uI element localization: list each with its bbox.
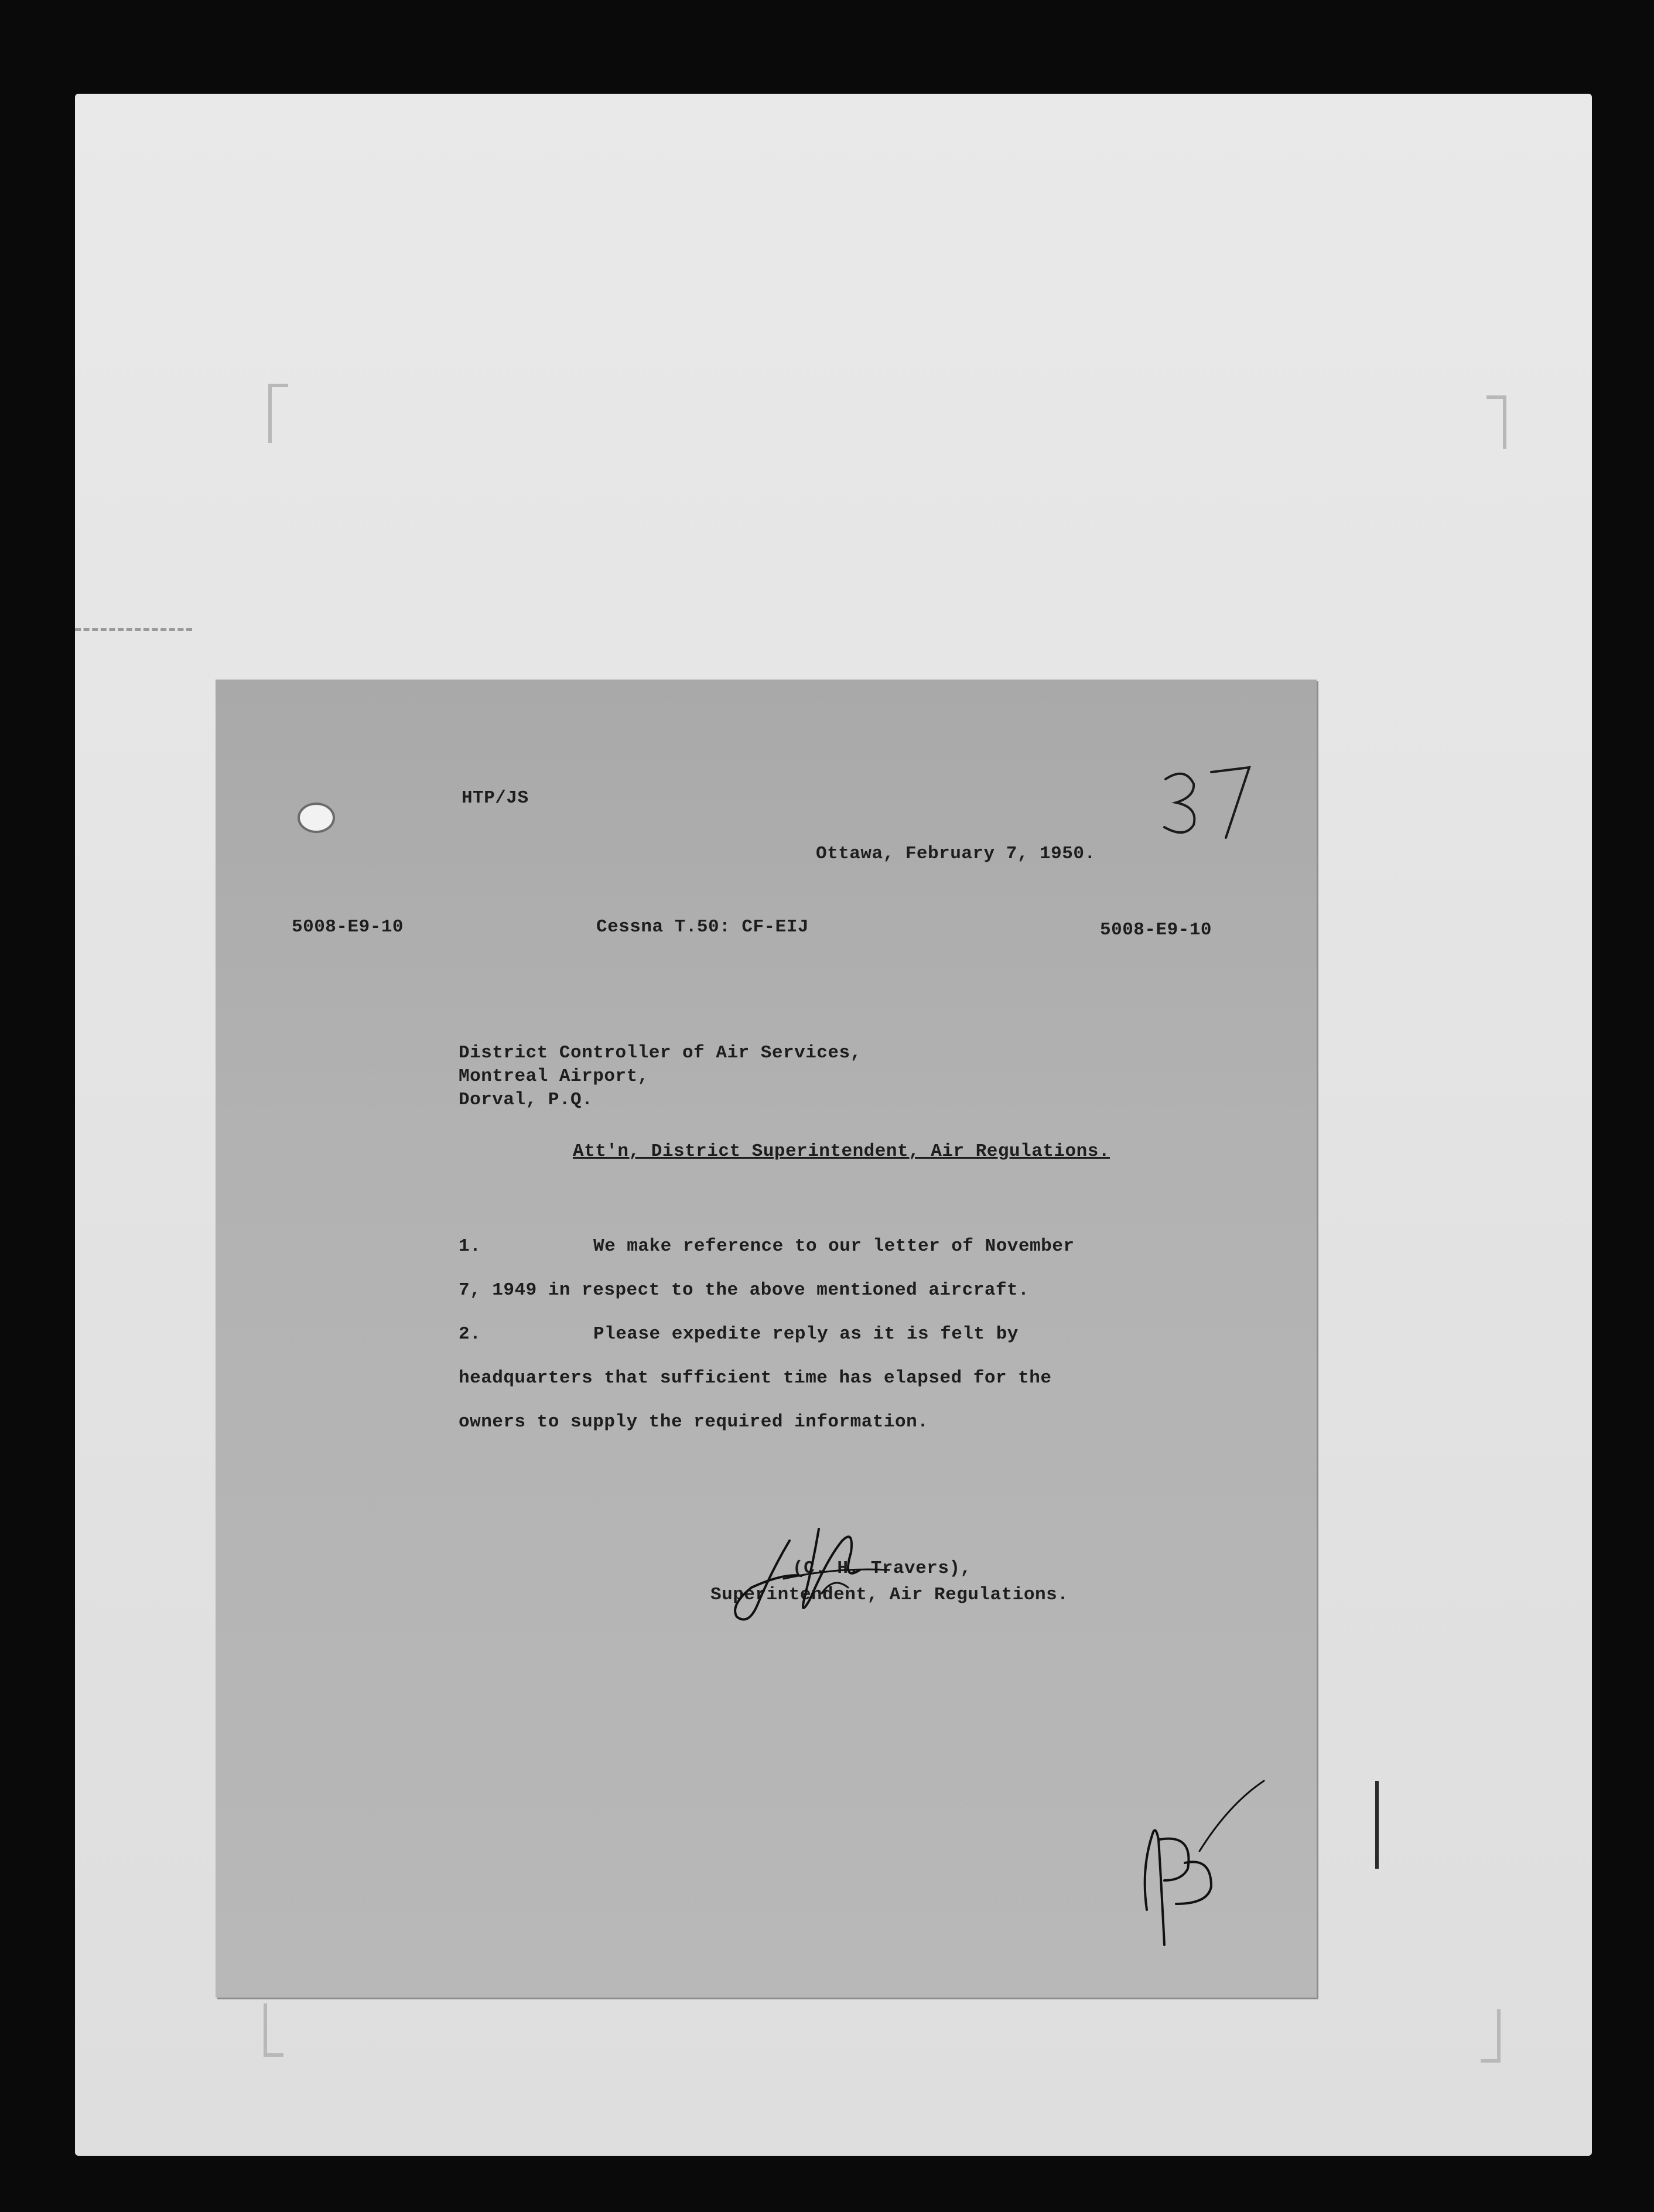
date-line: Ottawa, February 7, 1950. — [816, 844, 1096, 864]
punch-hole — [298, 803, 335, 833]
paragraph-text: headquarters that sufficient time has elapsed for the — [459, 1368, 1052, 1388]
paragraph-number: 2. — [459, 1324, 481, 1344]
address-line: Montreal Airport, — [459, 1066, 649, 1087]
address-line: Dorval, P.Q. — [459, 1090, 593, 1110]
microfilm-frame — [75, 94, 1592, 2156]
folio-number — [1153, 756, 1258, 844]
signatory-name: (C. H. Travers), — [792, 1558, 972, 1579]
paragraph-number: 1. — [459, 1236, 481, 1257]
letter-sheet — [216, 680, 1317, 1998]
file-reference-right: 5008-E9-10 — [1100, 920, 1212, 940]
signature — [702, 1517, 913, 1646]
scan-dash-line — [75, 628, 192, 631]
attention-line: Att'n, District Superintendent, Air Regulations. — [573, 1141, 1110, 1162]
file-initials: HTP/JS — [462, 788, 529, 808]
scan-edge-mark — [1375, 1781, 1379, 1869]
paragraph-text: owners to supply the required information. — [459, 1412, 929, 1432]
crop-mark-top-left — [268, 384, 288, 443]
crop-mark-bottom-right — [1481, 2009, 1501, 2063]
margin-initials — [1129, 1769, 1270, 1957]
crop-mark-bottom-left — [264, 2003, 283, 2057]
crop-mark-top-right — [1486, 395, 1506, 449]
signatory-title: Superintendent, Air Regulations. — [710, 1585, 1069, 1605]
address-line: District Controller of Air Services, — [459, 1043, 862, 1063]
file-reference-left: 5008-E9-10 — [292, 917, 404, 937]
subject-line: Cessna T.50: CF-EIJ — [596, 917, 809, 937]
paragraph-text: We make reference to our letter of November — [593, 1236, 1075, 1257]
paragraph-text: Please expedite reply as it is felt by — [593, 1324, 1019, 1344]
paragraph-text: 7, 1949 in respect to the above mentioned aircraft. — [459, 1280, 1030, 1300]
